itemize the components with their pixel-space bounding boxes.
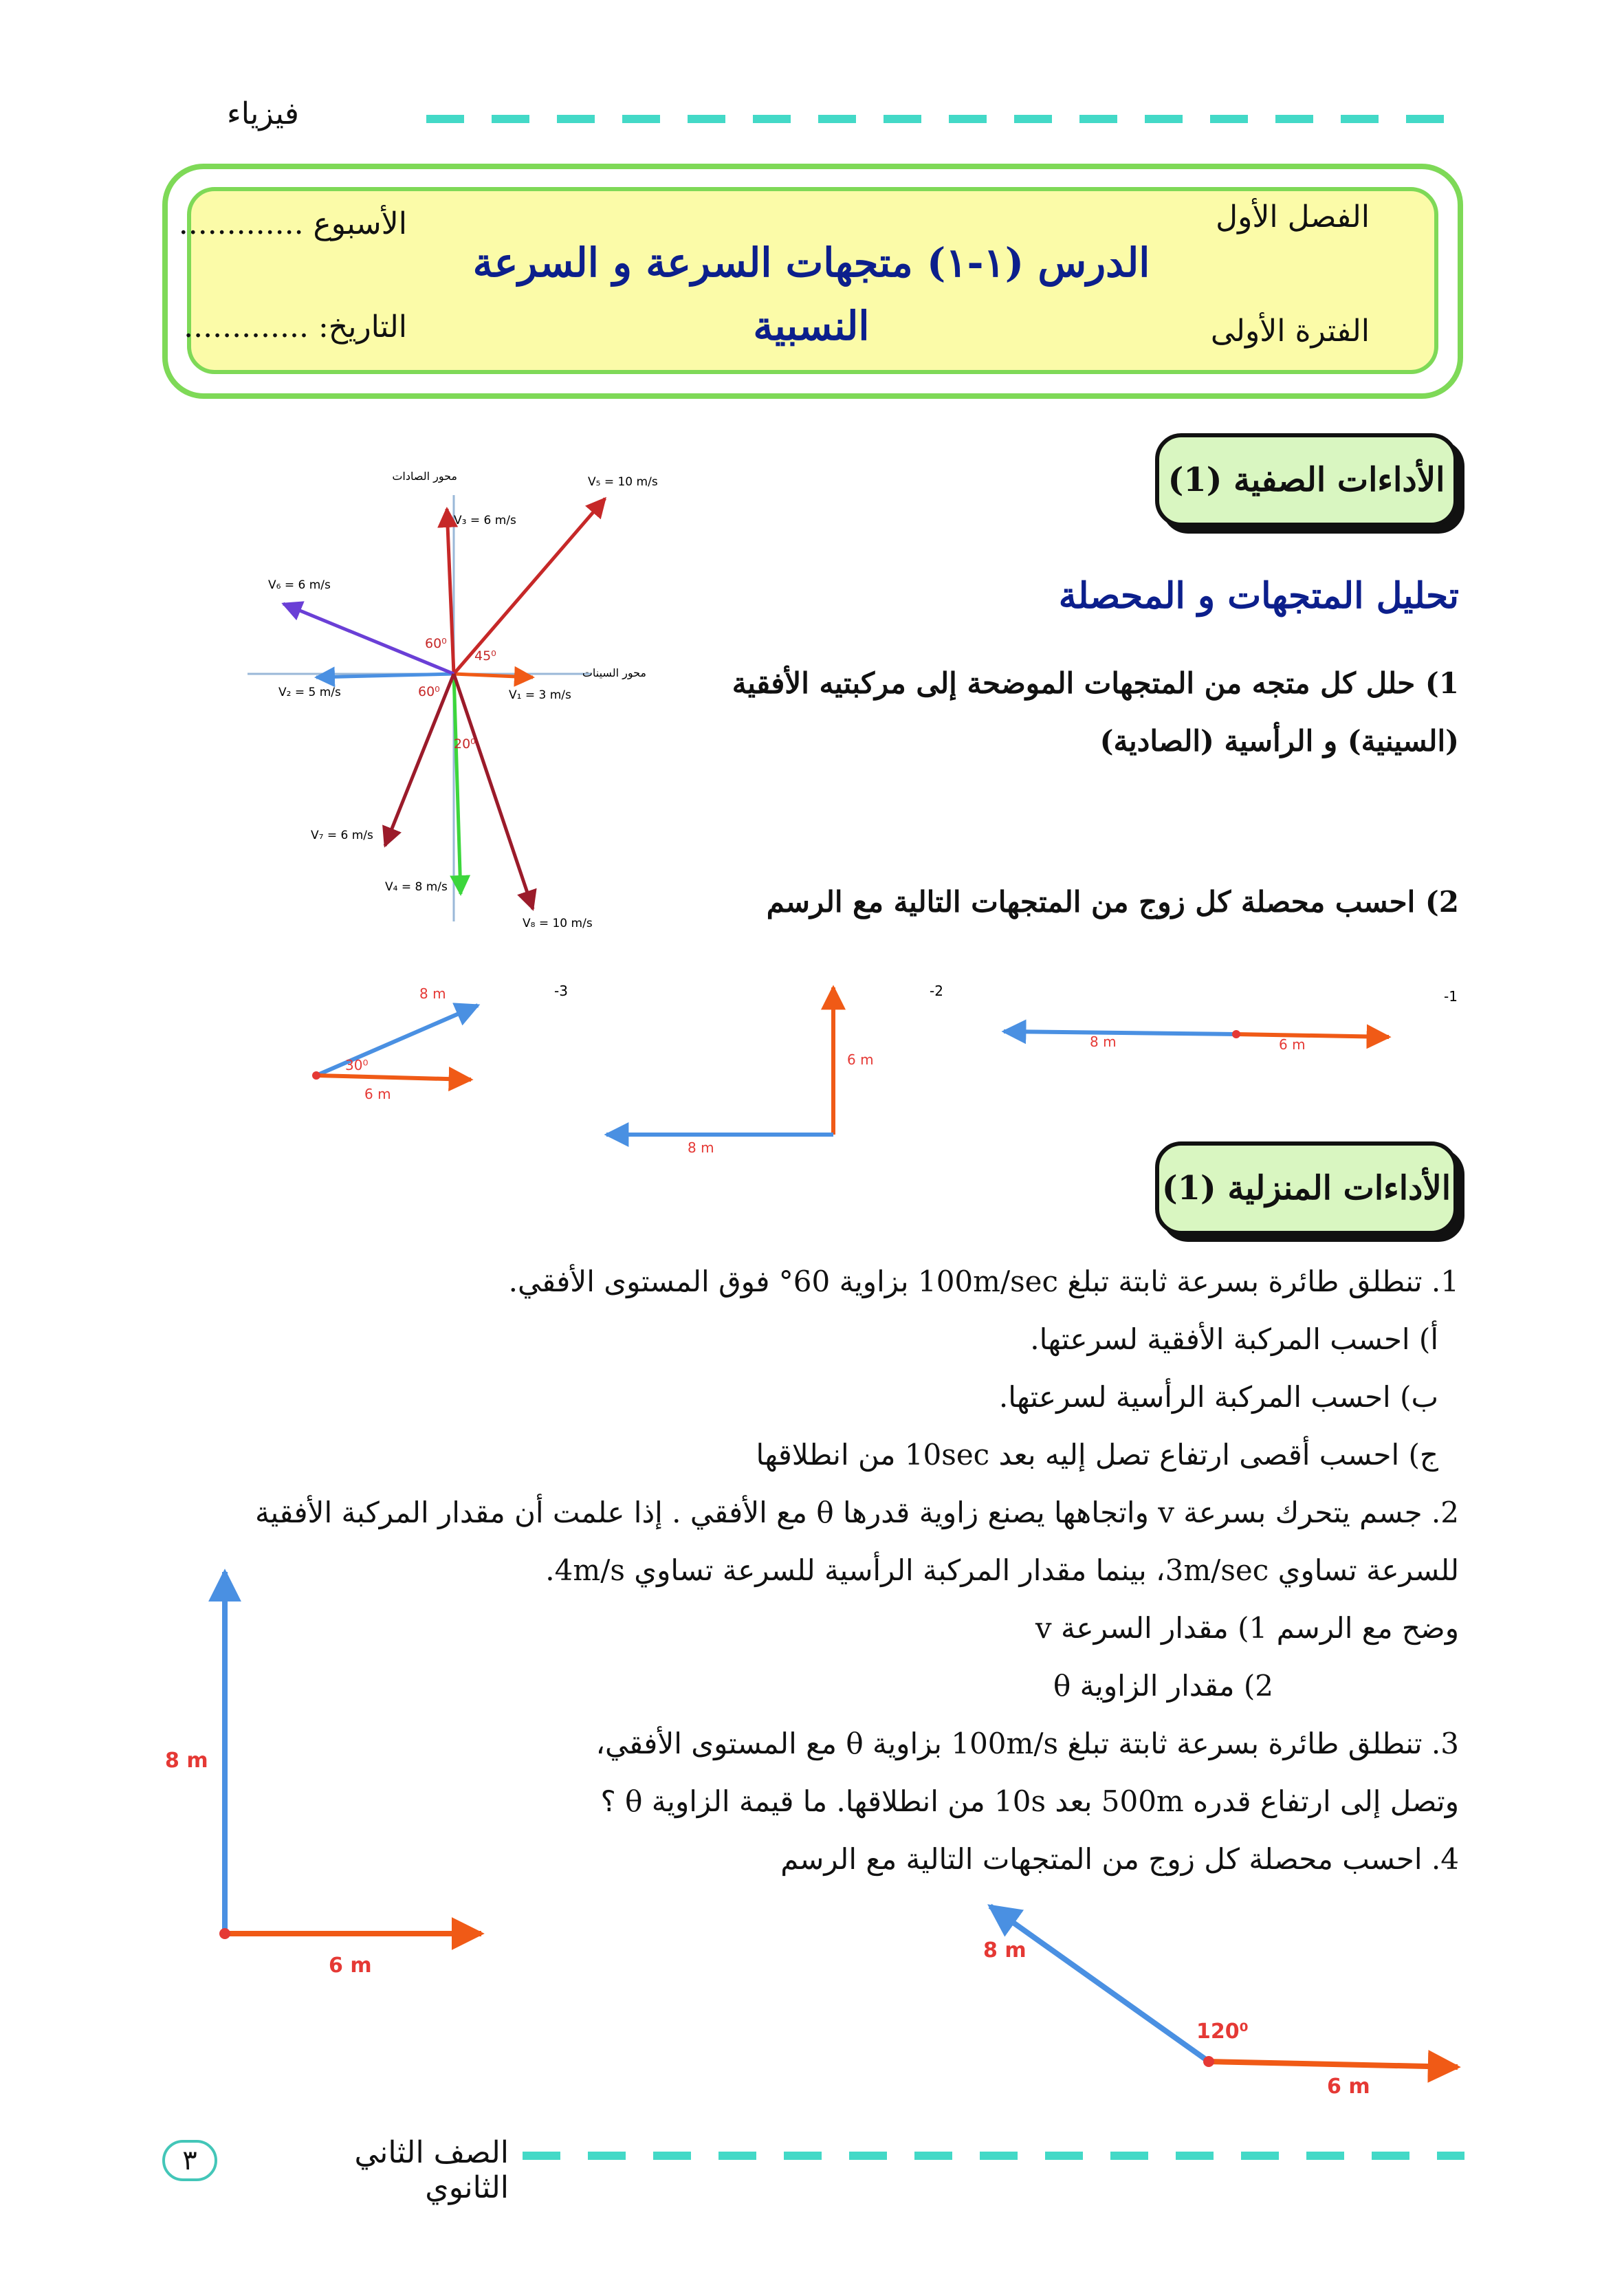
- lesson-title-line1: الدرس (١-١) متجهات السرعة و السرعة: [472, 239, 1150, 286]
- figure-120-label-6m: 6 m: [1327, 2075, 1370, 2099]
- figure-vector-6m-horizontal: [1209, 2062, 1458, 2067]
- pair-3-diagram: [289, 976, 591, 1100]
- term-label: الفصل الأول: [1216, 199, 1370, 234]
- pair-2-label-8m: 8 m: [688, 1139, 714, 1155]
- footer-dashed-line: [523, 2151, 1464, 2161]
- homework-q1a: أ) احسب المركبة الأفقية لسرعتها.: [1030, 1322, 1438, 1356]
- vector-v8: [454, 674, 533, 909]
- lesson-title-line2: النسبية: [753, 303, 870, 349]
- header-dashed-line: [426, 114, 1464, 124]
- y-axis-label: محور الصادات: [392, 470, 457, 483]
- subject-label: فيزياء: [227, 96, 299, 131]
- figure-120-origin-dot: [1203, 2056, 1214, 2067]
- period-label: الفترة الأولى: [1210, 314, 1370, 349]
- homework-q2-line2: للسرعة تساوي 3m/sec، بينما مقدار المركبة الرأسية للسرعة تساوي 4m/s.: [545, 1553, 1459, 1587]
- figure-120-degree-vectors: [963, 1891, 1471, 2111]
- figure-vector-8m-angled: [990, 1906, 1209, 2062]
- angle-60-bottom: 60⁰: [418, 684, 440, 699]
- homework-badge: الأداءات المنزلية (1): [1155, 1141, 1458, 1235]
- lesson-title: [426, 231, 1196, 358]
- homework-q1c: ج) احسب أقصى ارتفاع تصل إليه بعد 10sec من انطلاقها: [756, 1438, 1438, 1472]
- pair-1-number: -1: [1444, 988, 1458, 1005]
- pair-1-diagram: [990, 976, 1471, 1059]
- figure-origin-dot: [219, 1928, 230, 1939]
- angle-20: 20⁰: [454, 736, 476, 752]
- pair-1-origin-dot: [1232, 1030, 1240, 1038]
- homework-q2-line3: وضح مع الرسم 1) مقدار السرعة v: [1035, 1611, 1459, 1645]
- homework-q2-line4: 2) مقدار الزاوية θ: [1053, 1669, 1273, 1703]
- pair-3-origin-dot: [312, 1071, 320, 1080]
- question-1-line1: 1) حلل كل متجه من المتجهات الموضحة إلى مركبتيه الأفقية: [732, 666, 1459, 700]
- homework-q2-line1: 2. جسم يتحرك بسرعة v واتجاهها يصنع زاوية قدرها θ مع الأفقي . إذا علمت أن مقدار المركبة الأفقية: [255, 1496, 1459, 1529]
- page-number: ٣: [162, 2140, 217, 2181]
- homework-q3-line1: 3. تنطلق طائرة بسرعة ثابتة تبلغ 100m/s بزاوية θ مع المستوى الأفقي،: [595, 1727, 1459, 1760]
- date-field: التاريخ: .............: [184, 309, 407, 345]
- homework-q1: 1. تنطلق طائرة بسرعة ثابتة تبلغ 100m/sec بزاوية 60° فوق المستوى الأفقي.: [508, 1265, 1459, 1298]
- vector-v7: [385, 674, 454, 846]
- classwork-badge: الأداءات الصفية (1): [1155, 433, 1458, 527]
- grade-label: الصف الثاني الثانوي: [354, 2135, 509, 2205]
- question-1-line2: (السينية) و الرأسية (الصادية): [1099, 724, 1459, 758]
- v8-label: V₈ = 10 m/s: [523, 917, 593, 930]
- vector-diagram: [248, 461, 688, 942]
- pair-2-label-6m: 6 m: [847, 1051, 874, 1068]
- v3-label: V₃ = 6 m/s: [454, 514, 516, 527]
- figure-label-8m: 8 m: [165, 1749, 208, 1773]
- pair-1-vector-6m: [1236, 1034, 1389, 1037]
- homework-q1b: ب) احسب المركبة الرأسية لسرعتها.: [998, 1380, 1438, 1414]
- question-2: 2) احسب محصلة كل زوج من المتجهات التالية مع الرسم: [766, 885, 1459, 919]
- question-1: [716, 655, 1459, 770]
- pair-2-number: -2: [930, 983, 943, 999]
- v2-label: V₂ = 5 m/s: [278, 686, 341, 699]
- v5-label: V₅ = 10 m/s: [588, 475, 658, 489]
- homework-q4: 4. احسب محصلة كل زوج من المتجهات التالية مع الرسم: [780, 1842, 1459, 1876]
- week-field: الأسبوع .............: [178, 206, 407, 241]
- pair-3-angle: 30⁰: [345, 1057, 369, 1073]
- angle-60-top: 60⁰: [425, 636, 447, 651]
- x-axis-label: محور السينات: [582, 666, 646, 679]
- figure-120-angle: 120⁰: [1196, 2020, 1249, 2044]
- pair-3-vector-8m: [316, 1005, 478, 1075]
- angle-45: 45⁰: [474, 648, 496, 664]
- pair-2-diagram: [591, 976, 949, 1155]
- pair-3-label-6m: 6 m: [364, 1086, 391, 1100]
- pair-3-number: -3: [554, 983, 568, 999]
- section-title: تحليل المتجهات و المحصلة: [1058, 575, 1459, 617]
- pair-1-label-8m: 8 m: [1090, 1034, 1117, 1050]
- figure-label-6m: 6 m: [329, 1954, 372, 1978]
- pair-3-vector-6m: [316, 1075, 471, 1080]
- v6-label: V₆ = 6 m/s: [268, 578, 331, 592]
- pair-3-label-8m: 8 m: [419, 985, 446, 1002]
- figure-120-label-8m: 8 m: [983, 1938, 1027, 1963]
- pair-1-label-6m: 6 m: [1279, 1036, 1306, 1053]
- homework-q3-line2: وتصل إلى ارتفاع قدره 500m بعد 10s من انطلاقها. ما قيمة الزاوية θ ؟: [600, 1784, 1459, 1818]
- v4-label: V₄ = 8 m/s: [385, 880, 448, 894]
- v1-label: V₁ = 3 m/s: [509, 688, 571, 702]
- pair-1-vector-8m: [1004, 1031, 1236, 1034]
- figure-right-angle-vectors: [151, 1561, 509, 2001]
- v7-label: V₇ = 6 m/s: [311, 829, 373, 842]
